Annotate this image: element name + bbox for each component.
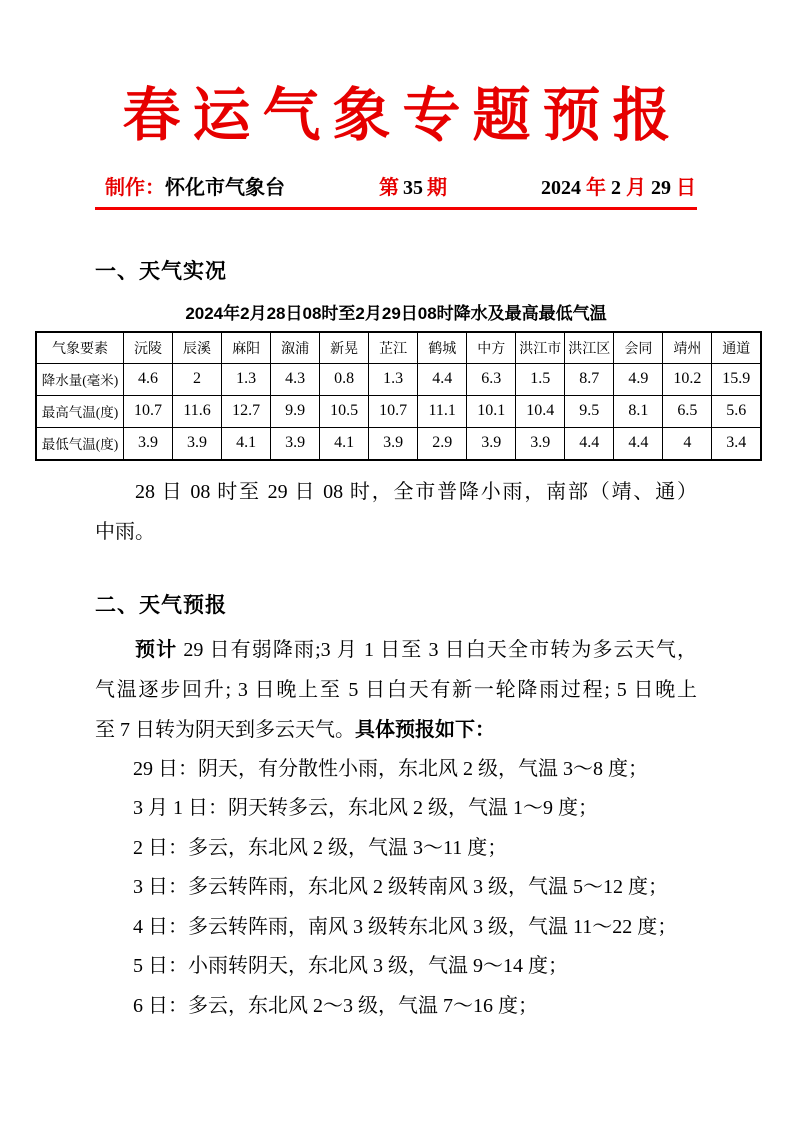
value-cell: 3.9: [124, 427, 173, 460]
row-label-cell: 最高气温(度): [36, 395, 124, 427]
station-header-cell: 鹤城: [418, 332, 467, 364]
value-cell: 0.8: [320, 363, 369, 395]
value-cell: 2.9: [418, 427, 467, 460]
document-body: [0, 258, 793, 1027]
value-cell: 5.6: [712, 395, 761, 427]
forecast-intro-line: [95, 630, 697, 670]
value-cell: 4.4: [614, 427, 663, 460]
table-header-row: [36, 332, 761, 364]
value-cell: 2: [173, 363, 222, 395]
meta-row: [105, 171, 696, 200]
forecast-line: 3 月 1 日：阴天转多云，东北风 2 级，气温 1～9 度；: [133, 797, 598, 820]
section-1-heading: 一、天气实况: [95, 259, 227, 283]
observation-paragraph-line: 中雨。: [95, 520, 155, 543]
observation-paragraph-line: 28 日 08 时至 29 日 08 时，全市普降小雨，南部（靖、通）: [135, 480, 697, 503]
forecast-intro-paragraph: [95, 630, 697, 750]
forecast-line: 5 日：小雨转阴天，东北风 3 级，气温 9～14 度；: [133, 955, 568, 978]
station-header-cell: 通道: [712, 332, 761, 364]
forecast-line: 29 日：阴天，有分散性小雨，东北风 2 级，气温 3～8 度；: [133, 757, 648, 780]
station-header-cell: 沅陵: [124, 332, 173, 364]
value-cell: 4.4: [565, 427, 614, 460]
value-cell: 15.9: [712, 363, 761, 395]
value-cell: 10.2: [663, 363, 712, 395]
table-row: [36, 363, 761, 395]
value-cell: 10.7: [124, 395, 173, 427]
table-caption: 2024年2月28日08时至2月29日08时降水及最高最低气温: [185, 303, 607, 323]
issue-prefix: 第: [379, 176, 399, 199]
station-header-cell: 辰溪: [173, 332, 222, 364]
date-month: 2: [611, 176, 621, 199]
date-month-unit: 月: [626, 176, 646, 199]
value-cell: 10.4: [516, 395, 565, 427]
producer-label: 制作：: [105, 176, 165, 199]
value-cell: 10.5: [320, 395, 369, 427]
station-header-cell: 靖州: [663, 332, 712, 364]
forecast-intro-text: 29 日有弱降雨;3 月 1 日至 3 日白天全市转为多云天气，: [177, 638, 697, 661]
forecast-intro-line: [95, 710, 697, 750]
date-year-unit: 年: [586, 176, 606, 199]
value-cell: 11.6: [173, 395, 222, 427]
weather-observation-table: [35, 331, 762, 461]
element-header-cell: 气象要素: [36, 332, 124, 364]
value-cell: 1.5: [516, 363, 565, 395]
station-header-cell: 洪江区: [565, 332, 614, 364]
value-cell: 4.1: [222, 427, 271, 460]
document-title: 春运气象专题预报: [122, 81, 683, 149]
forecast-line: 6 日：多云，东北风 2～3 级，气温 7～16 度；: [133, 994, 538, 1017]
station-header-cell: 中方: [467, 332, 516, 364]
forecast-line: 2 日：多云，东北风 2 级，气温 3～11 度；: [133, 836, 508, 859]
station-header-cell: 洪江市: [516, 332, 565, 364]
value-cell: 1.3: [222, 363, 271, 395]
value-cell: 6.5: [663, 395, 712, 427]
issue-suffix: 期: [427, 176, 447, 199]
row-label-cell: 最低气温(度): [36, 427, 124, 460]
station-header-cell: 会同: [614, 332, 663, 364]
value-cell: 3.9: [369, 427, 418, 460]
issue-number: 35: [403, 176, 423, 199]
producer-line: [105, 171, 285, 200]
station-header-cell: 溆浦: [271, 332, 320, 364]
value-cell: 4: [663, 427, 712, 460]
value-cell: 1.3: [369, 363, 418, 395]
value-cell: 4.4: [418, 363, 467, 395]
station-header-cell: 新晃: [320, 332, 369, 364]
value-cell: 9.9: [271, 395, 320, 427]
forecast-line: 3 日：多云转阵雨，东北风 2 级转南风 3 级，气温 5～12 度；: [133, 876, 668, 899]
date-year: 2024: [541, 176, 581, 199]
station-header-cell: 麻阳: [222, 332, 271, 364]
forecast-intro-text: 至 7 日转为阴天到多云天气。: [95, 718, 355, 741]
value-cell: 3.4: [712, 427, 761, 460]
value-cell: 4.9: [614, 363, 663, 395]
value-cell: 6.3: [467, 363, 516, 395]
value-cell: 11.1: [418, 395, 467, 427]
date-day: 29: [651, 176, 671, 199]
daily-forecast-list: [95, 750, 697, 1027]
table-row: [36, 395, 761, 427]
value-cell: 3.9: [516, 427, 565, 460]
forecast-intro-line: 气温逐步回升; 3 日晚上至 5 日白天有新一轮降雨过程; 5 日晚上: [95, 678, 697, 701]
forecast-line: 4 日：多云转阵雨，南风 3 级转东北风 3 级，气温 11～22 度；: [133, 915, 678, 938]
value-cell: 9.5: [565, 395, 614, 427]
forecast-intro-bold-tail: 具体预报如下：: [355, 718, 495, 741]
value-cell: 10.7: [369, 395, 418, 427]
value-cell: 8.1: [614, 395, 663, 427]
issue-number-line: [379, 171, 447, 200]
issue-date: [541, 171, 696, 200]
value-cell: 3.9: [173, 427, 222, 460]
value-cell: 4.3: [271, 363, 320, 395]
observation-paragraph: [95, 472, 697, 552]
section-2-heading: 二、天气预报: [95, 593, 227, 617]
value-cell: 12.7: [222, 395, 271, 427]
value-cell: 8.7: [565, 363, 614, 395]
value-cell: 3.9: [467, 427, 516, 460]
forecast-intro-lead: 预计: [135, 638, 178, 661]
table-row: [36, 427, 761, 460]
producer-value: 怀化市气象台: [165, 176, 285, 199]
value-cell: 4.1: [320, 427, 369, 460]
station-header-cell: 芷江: [369, 332, 418, 364]
header-divider: [95, 207, 697, 210]
value-cell: 10.1: [467, 395, 516, 427]
row-label-cell: 降水量(毫米): [36, 363, 124, 395]
value-cell: 4.6: [124, 363, 173, 395]
date-day-unit: 日: [676, 176, 696, 199]
value-cell: 3.9: [271, 427, 320, 460]
